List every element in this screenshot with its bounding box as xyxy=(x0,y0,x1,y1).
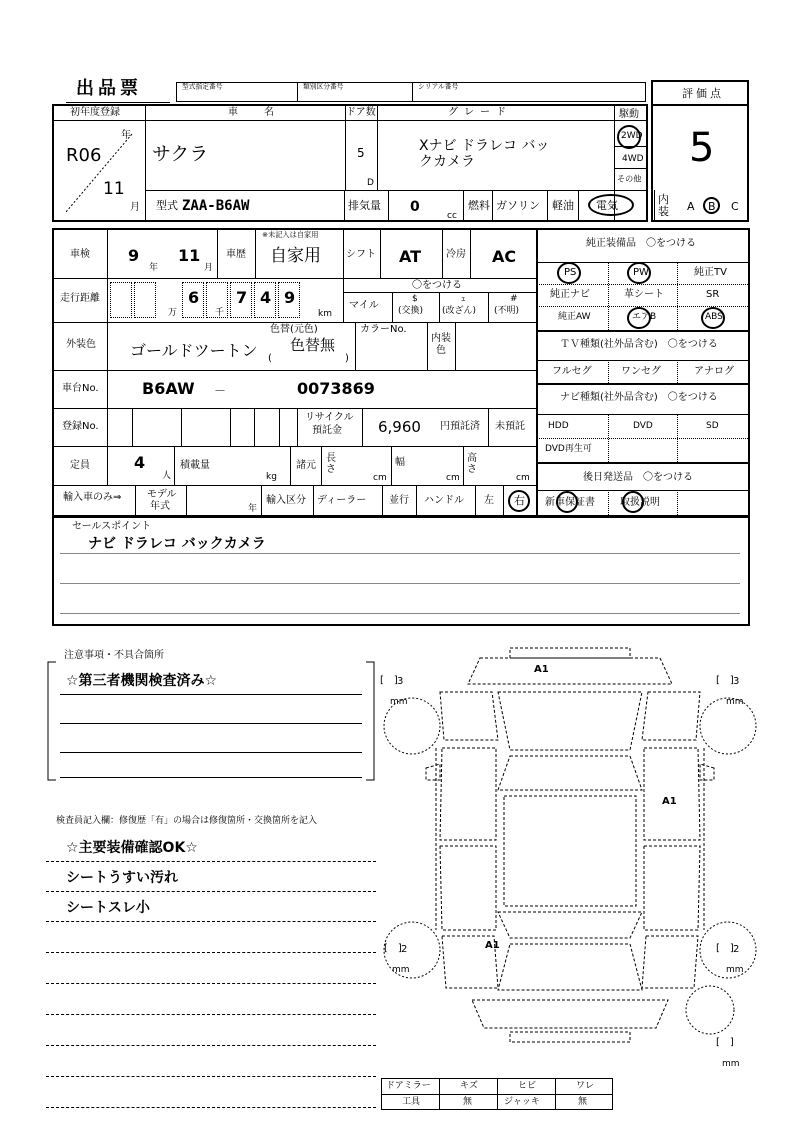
fuel-gasoline: ガソリン xyxy=(496,199,540,212)
recycle-paid: 円預託済 xyxy=(440,421,480,432)
mileage-unit-man: 万 xyxy=(168,308,178,318)
rating-label: 評価点 xyxy=(682,87,724,100)
mileage-unknown: (不明) xyxy=(494,306,520,316)
tv-oneseg: ワンセグ xyxy=(621,366,661,377)
ac-value: AC xyxy=(492,247,517,266)
tread-rr-unit: mm xyxy=(726,965,744,975)
later-title: 後日発送品 〇をつける xyxy=(583,472,693,483)
inspector-line2: シートうすい汚れ xyxy=(66,870,178,886)
tread-rr: 2 xyxy=(733,944,740,955)
shift-label: シフト xyxy=(346,249,376,260)
tv-analog: アナログ xyxy=(694,366,734,377)
tread-fl: 3 xyxy=(397,676,404,687)
color-value: ゴールドツートン xyxy=(130,341,258,360)
legend-h2: キズ xyxy=(460,1081,478,1091)
tread-fl-unit: mm xyxy=(390,697,408,707)
category-number-label: 類別区分番号 xyxy=(303,83,344,91)
equip-aw: 純正AW xyxy=(558,312,591,322)
equip-abs: ABS xyxy=(705,312,723,322)
history-label: 車歴 xyxy=(226,249,246,260)
chassis-prefix: B6AW xyxy=(142,379,195,398)
length-label: 長さ xyxy=(326,453,336,475)
width-label: 幅 xyxy=(395,457,405,468)
reg-month-value: 11 xyxy=(103,179,125,199)
doors-value: 5 xyxy=(357,146,365,160)
shift-value: AT xyxy=(399,247,422,266)
registration-label: 登録No. xyxy=(62,421,99,432)
import-parallel: 並行 xyxy=(389,495,409,506)
legend-h3: ヒビ xyxy=(518,1081,537,1091)
recycle-label-1: リサイクル xyxy=(305,412,354,423)
model-year-unit: 年 xyxy=(248,504,258,514)
doors-suffix: D xyxy=(367,178,374,188)
damage-mark-right: A1 xyxy=(662,796,677,807)
navi-title: ナビ種類(社外品含む) 〇をつける xyxy=(560,392,718,403)
interior-color-label-2: 色 xyxy=(436,345,446,356)
legend-h4: ワレ xyxy=(576,1081,595,1091)
drive-label: 駆動 xyxy=(619,109,639,120)
shaken-month: 11 xyxy=(178,246,201,265)
history-value: 自家用 xyxy=(270,246,321,266)
notes-line1: ☆第三者機関検査済み☆ xyxy=(66,673,218,689)
height-label: 高さ xyxy=(467,453,477,475)
reg-era-value: R06 xyxy=(66,145,102,166)
notes-label: 注意事項・不具合箇所 xyxy=(64,650,164,661)
model-value: ZAA-B6AW xyxy=(182,198,250,214)
inspector-line3: シートスレ小 xyxy=(66,900,150,916)
grade-label: グレード xyxy=(448,107,512,118)
mileage-digit-7: 9 xyxy=(284,288,296,307)
tread-rr-bracket: [ ] xyxy=(716,943,734,954)
legend-h1: ドアミラー xyxy=(386,1081,431,1091)
later-manual-circle xyxy=(622,491,644,513)
mileage-tamper-sym: ｪ xyxy=(461,294,466,304)
recycle-amount: 6,960 xyxy=(378,418,421,436)
legend-r4: 無 xyxy=(578,1097,588,1107)
equip-pw-circle xyxy=(627,262,651,284)
dims-label: 諸元 xyxy=(296,460,316,471)
grade-line2: クカメラ xyxy=(419,154,475,170)
inspector-line1: ☆主要装備確認OK☆ xyxy=(66,840,198,856)
interior-b-circle xyxy=(703,197,720,214)
equipment-title: 純正装備品 〇をつける xyxy=(586,238,696,249)
tread-fl-bracket: [ ] xyxy=(380,675,398,686)
equip-tv: 純正TV xyxy=(694,267,727,278)
mileage-digit-6: 4 xyxy=(260,288,272,307)
inspector-label: 検査員記入欄：修復歴「有」の場合は修復箇所・交換箇所を記入 xyxy=(56,816,318,826)
repaint-paren-close: ) xyxy=(345,353,349,364)
mileage-unknown-sym: # xyxy=(510,294,518,304)
tread-rl: 2 xyxy=(401,944,408,955)
car-name-label: 車 名 xyxy=(228,107,282,118)
drive-2wd-circle xyxy=(617,125,641,149)
mileage-mark-label: 〇をつける xyxy=(412,280,462,291)
equip-abs-circle xyxy=(701,307,725,329)
chassis-label: 車台No. xyxy=(62,383,99,394)
mileage-digit-3: 6 xyxy=(188,288,200,307)
mileage-exchange-sym: $ xyxy=(412,294,418,304)
reg-year-unit: 年 xyxy=(121,130,131,141)
shaken-year-unit: 年 xyxy=(149,263,159,273)
rating-value: 5 xyxy=(689,125,715,171)
mileage-mile: マイル xyxy=(349,300,379,311)
recycle-unpaid: 未預託 xyxy=(495,421,525,432)
fuel-label: 燃料 xyxy=(468,199,490,212)
color-label: 外装色 xyxy=(66,339,96,350)
displacement-label: 排気量 xyxy=(348,199,381,212)
shaken-year: 9 xyxy=(128,246,140,265)
repaint-paren-open: ( xyxy=(268,353,272,364)
drive-other: その他 xyxy=(617,175,642,185)
import-dealer: ディーラー xyxy=(317,495,367,506)
equip-airbag: エアB xyxy=(632,312,657,322)
grade-line1: Xナビ ドラレコ バッ xyxy=(419,138,550,154)
interior-b: B xyxy=(708,200,716,213)
navi-dvd-play: DVD再生可 xyxy=(545,444,592,454)
tread-rl-bracket: [ ] xyxy=(384,943,402,954)
mileage-unit-km: km xyxy=(318,309,332,319)
equip-navi: 純正ナビ xyxy=(550,289,590,300)
handle-label: ハンドル xyxy=(424,495,464,506)
tread-fr-bracket: [ ] xyxy=(716,675,734,686)
tv-title: ＴＶ種類(社外品含む) 〇をつける xyxy=(560,339,718,350)
legend-r3: ジャッキ xyxy=(504,1097,540,1107)
first-reg-label: 初年度登録 xyxy=(70,107,120,118)
mileage-unit-sen: 千 xyxy=(215,308,225,318)
interior-c: C xyxy=(731,200,739,213)
seats-unit: 人 xyxy=(162,471,172,481)
model-year-label-1: モデル xyxy=(147,489,177,500)
mileage-tamper: (改ざん) xyxy=(442,306,477,316)
load-unit: kg xyxy=(266,472,277,482)
fuel-electric-circle xyxy=(588,194,634,216)
tread-fr: 3 xyxy=(733,676,740,687)
car-name-value: サクラ xyxy=(152,143,209,165)
reg-month-unit: 月 xyxy=(130,202,140,213)
mileage-label: 走行距離 xyxy=(60,293,100,304)
seats-value: 4 xyxy=(134,453,146,472)
equip-ps: PS xyxy=(564,267,577,278)
equip-pw: PW xyxy=(633,267,649,278)
interior-color-label-1: 内装 xyxy=(431,333,451,344)
damage-mark-front: A1 xyxy=(534,664,549,675)
doors-label: ドア数 xyxy=(346,107,376,118)
height-unit: cm xyxy=(516,473,530,483)
fuel-electric: 電気 xyxy=(596,199,618,212)
chassis-dash: － xyxy=(214,384,227,398)
equip-ps-circle xyxy=(557,262,581,284)
ac-label: 冷房 xyxy=(446,249,466,260)
selling-point-box xyxy=(52,517,750,626)
recycle-label-2: 預託金 xyxy=(312,425,342,436)
equip-airbag-circle xyxy=(627,307,651,329)
repaint-value: 色替無 xyxy=(290,336,336,354)
reg-date-slash xyxy=(60,130,140,215)
title-underline xyxy=(66,102,170,103)
equip-sr: SR xyxy=(706,289,720,300)
later-warranty-circle xyxy=(556,491,578,513)
interior-a: A xyxy=(687,200,695,213)
legend-r2: 無 xyxy=(463,1097,473,1107)
damage-mark-rear: A1 xyxy=(485,940,500,951)
import-label: 輸入車のみ⇒ xyxy=(63,492,122,503)
tread-fr-unit: mm xyxy=(726,697,744,707)
width-unit: cm xyxy=(446,473,460,483)
tread-spare-bracket: [ ] xyxy=(716,1037,734,1048)
model-designation-label: 型式指定番号 xyxy=(182,83,223,91)
selling-point-text: ナビ ドラレコ バックカメラ xyxy=(88,536,266,552)
repaint-label: 色替(元色) xyxy=(270,324,318,335)
shaken-month-unit: 月 xyxy=(204,263,214,273)
selling-point-label: セールスポイント xyxy=(72,521,152,532)
handle-right: 右 xyxy=(514,494,525,507)
serial-number-label: シリアル番号 xyxy=(418,83,459,91)
form-title: 出品票 xyxy=(76,78,142,99)
car-damage-diagram xyxy=(380,640,760,1080)
drive-4wd: 4WD xyxy=(622,154,644,164)
shaken-label: 車検 xyxy=(70,249,90,260)
interior-label: 内装 xyxy=(658,193,669,219)
displacement-unit: cc xyxy=(447,211,457,221)
mileage-exchange: (交換) xyxy=(398,306,424,316)
chassis-number: 0073869 xyxy=(297,379,375,398)
model-year-label-2: 年式 xyxy=(150,501,170,512)
fuel-diesel: 軽油 xyxy=(552,199,574,212)
equip-leather: 革シート xyxy=(624,289,664,300)
load-label: 積載量 xyxy=(180,460,210,471)
tv-fullseg: フルセグ xyxy=(552,366,592,377)
navi-hdd: HDD xyxy=(548,421,569,431)
later-manual: 取扱説明 xyxy=(620,497,660,508)
mileage-digit-5: 7 xyxy=(236,288,248,307)
import-type-label: 輸入区分 xyxy=(266,495,306,506)
handle-right-circle xyxy=(508,490,530,512)
drive-2wd: 2WD xyxy=(621,131,643,141)
history-note: ※未記入は自家用 xyxy=(262,231,319,240)
seats-label: 定員 xyxy=(70,460,90,471)
handle-left: 左 xyxy=(484,495,494,506)
header-code-strip xyxy=(176,82,646,102)
displacement-value: 0 xyxy=(410,199,420,215)
length-unit: cm xyxy=(373,473,387,483)
navi-sd: SD xyxy=(706,421,719,431)
legend-r1: 工具 xyxy=(402,1097,421,1107)
color-no-label: カラーNo. xyxy=(360,324,407,335)
tread-spare-unit: mm xyxy=(722,1059,740,1069)
later-warranty: 新車保証書 xyxy=(545,497,595,508)
model-label: 型式 xyxy=(156,199,178,212)
navi-dvd: DVD xyxy=(633,421,653,431)
tread-rl-unit: mm xyxy=(392,965,410,975)
